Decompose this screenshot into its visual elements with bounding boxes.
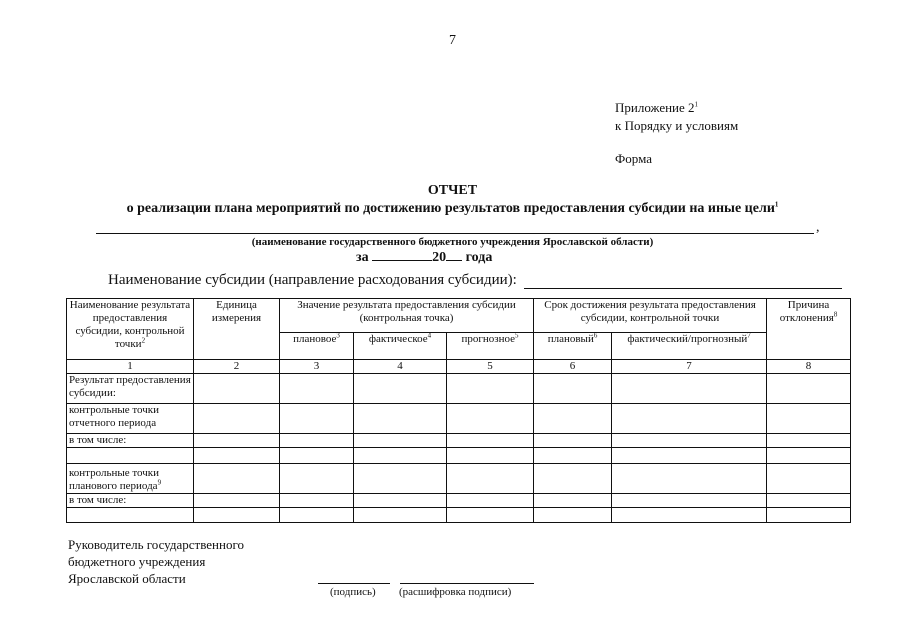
table-row (67, 508, 851, 523)
table-cell (612, 448, 767, 464)
table-cell (767, 434, 851, 448)
row-label (67, 508, 194, 523)
row-label (67, 448, 194, 464)
table-row (67, 404, 851, 434)
table-row (67, 434, 851, 448)
form-label: Форма (615, 151, 652, 166)
header-deadline-group: Срок достижения результата предоставления субсидии, контрольной точки (534, 299, 767, 333)
column-number: 5 (447, 360, 534, 374)
column-number: 7 (612, 360, 767, 374)
table-cell (354, 448, 447, 464)
column-number: 8 (767, 360, 851, 374)
report-title: ОТЧЕТ (427, 183, 478, 198)
table-cell (354, 374, 447, 404)
subsidy-name-label: Наименование субсидии (направление расходования субсидии): (108, 272, 517, 288)
header-deviation-reason: Причина отклонения$^8$ (767, 299, 851, 360)
period-year: года (465, 250, 493, 265)
header-result-name: Наименование результата предоставления субсидии, контрольной точки$^2$ (67, 299, 194, 360)
table-cell (612, 508, 767, 523)
table-cell (280, 464, 354, 494)
table-cell (534, 448, 612, 464)
table-row (67, 464, 851, 494)
column-number: 3 (280, 360, 354, 374)
table-cell (280, 494, 354, 508)
table-cell (194, 494, 280, 508)
header-actual-forecast-deadline: фактический/прогнозный$^7$ (612, 333, 767, 360)
institution-name-caption: (наименование государственного бюджетного учреждения Ярославской области) (251, 236, 654, 248)
header-result-value-group: Значение результата предоставления субсидии (контрольная точка) (280, 299, 534, 333)
row-label: Результат предоставления субсидии: (67, 374, 194, 404)
signatory-block (68, 536, 328, 587)
table-cell (447, 374, 534, 404)
table-cell (612, 464, 767, 494)
column-numbers-row (67, 360, 851, 374)
table-cell (447, 464, 534, 494)
table-cell (194, 464, 280, 494)
table-cell (280, 374, 354, 404)
table-cell (447, 494, 534, 508)
signature-decode-line (400, 583, 534, 584)
table-cell (354, 404, 447, 434)
table-row (67, 448, 851, 464)
table-cell (280, 404, 354, 434)
signature-caption: (подпись) (330, 586, 376, 598)
column-number: 1 (67, 360, 194, 374)
row-label: контрольные точки отчетного периода (67, 404, 194, 434)
row-label: контрольные точки планового периода$^9$ (67, 464, 194, 494)
table-cell (354, 494, 447, 508)
table-cell (354, 508, 447, 523)
table-cell (767, 464, 851, 494)
table-cell (447, 404, 534, 434)
table-cell (354, 434, 447, 448)
table-row (67, 374, 851, 404)
appendix-line2: к Порядку и условиям (615, 118, 739, 133)
table-cell (447, 434, 534, 448)
institution-name-comma: , (816, 220, 820, 235)
table-cell (612, 494, 767, 508)
table-cell (280, 434, 354, 448)
table-cell (767, 374, 851, 404)
header-unit: Единица измерения (194, 299, 280, 360)
table-cell (280, 448, 354, 464)
subsidy-name-line (524, 288, 842, 289)
table-cell (767, 404, 851, 434)
table-cell (194, 374, 280, 404)
table-cell (447, 508, 534, 523)
report-subtitle: о реализации плана мероприятий по достижению результатов предоставления субсидии на иные цели$^1$ (126, 200, 779, 216)
table-cell (534, 434, 612, 448)
period-line (356, 249, 492, 266)
table-cell (194, 508, 280, 523)
table-cell (354, 464, 447, 494)
header-planned-deadline: плановый$^6$ (534, 333, 612, 360)
table-row (67, 494, 851, 508)
period-year-blank (446, 249, 462, 261)
page-number: 7 (449, 33, 456, 48)
table-cell (194, 448, 280, 464)
table-cell (534, 374, 612, 404)
signatory-line3: Ярославской области (68, 571, 186, 586)
header-planned-value: плановое$^3$ (280, 333, 354, 360)
report-table (66, 298, 851, 523)
institution-name-line (96, 233, 814, 234)
table-cell (534, 494, 612, 508)
column-number: 6 (534, 360, 612, 374)
signatory-line1: Руководитель государственного (68, 537, 244, 552)
column-number: 2 (194, 360, 280, 374)
header-actual-value: фактическое$^4$ (354, 333, 447, 360)
signature-line (318, 583, 390, 584)
table-cell (612, 404, 767, 434)
row-label: в том числе: (67, 494, 194, 508)
table-cell (767, 508, 851, 523)
appendix-line1: Приложение $2^1$ (615, 100, 699, 115)
header-forecast-value: прогнозное$^5$ (447, 333, 534, 360)
table-cell (447, 448, 534, 464)
period-za: за (356, 250, 369, 265)
period-twenty: 20 (432, 250, 447, 265)
table-cell (612, 434, 767, 448)
table-cell (767, 448, 851, 464)
period-date-blank (372, 249, 432, 261)
signatory-line2: бюджетного учреждения (68, 554, 206, 569)
table-cell (280, 508, 354, 523)
table-cell (194, 404, 280, 434)
table-cell (612, 374, 767, 404)
row-label: в том числе: (67, 434, 194, 448)
table-cell (534, 464, 612, 494)
table-cell (534, 404, 612, 434)
table-cell (194, 434, 280, 448)
signature-decode-caption: (расшифровка подписи) (399, 586, 512, 598)
table-cell (767, 494, 851, 508)
table-cell (534, 508, 612, 523)
column-number: 4 (354, 360, 447, 374)
